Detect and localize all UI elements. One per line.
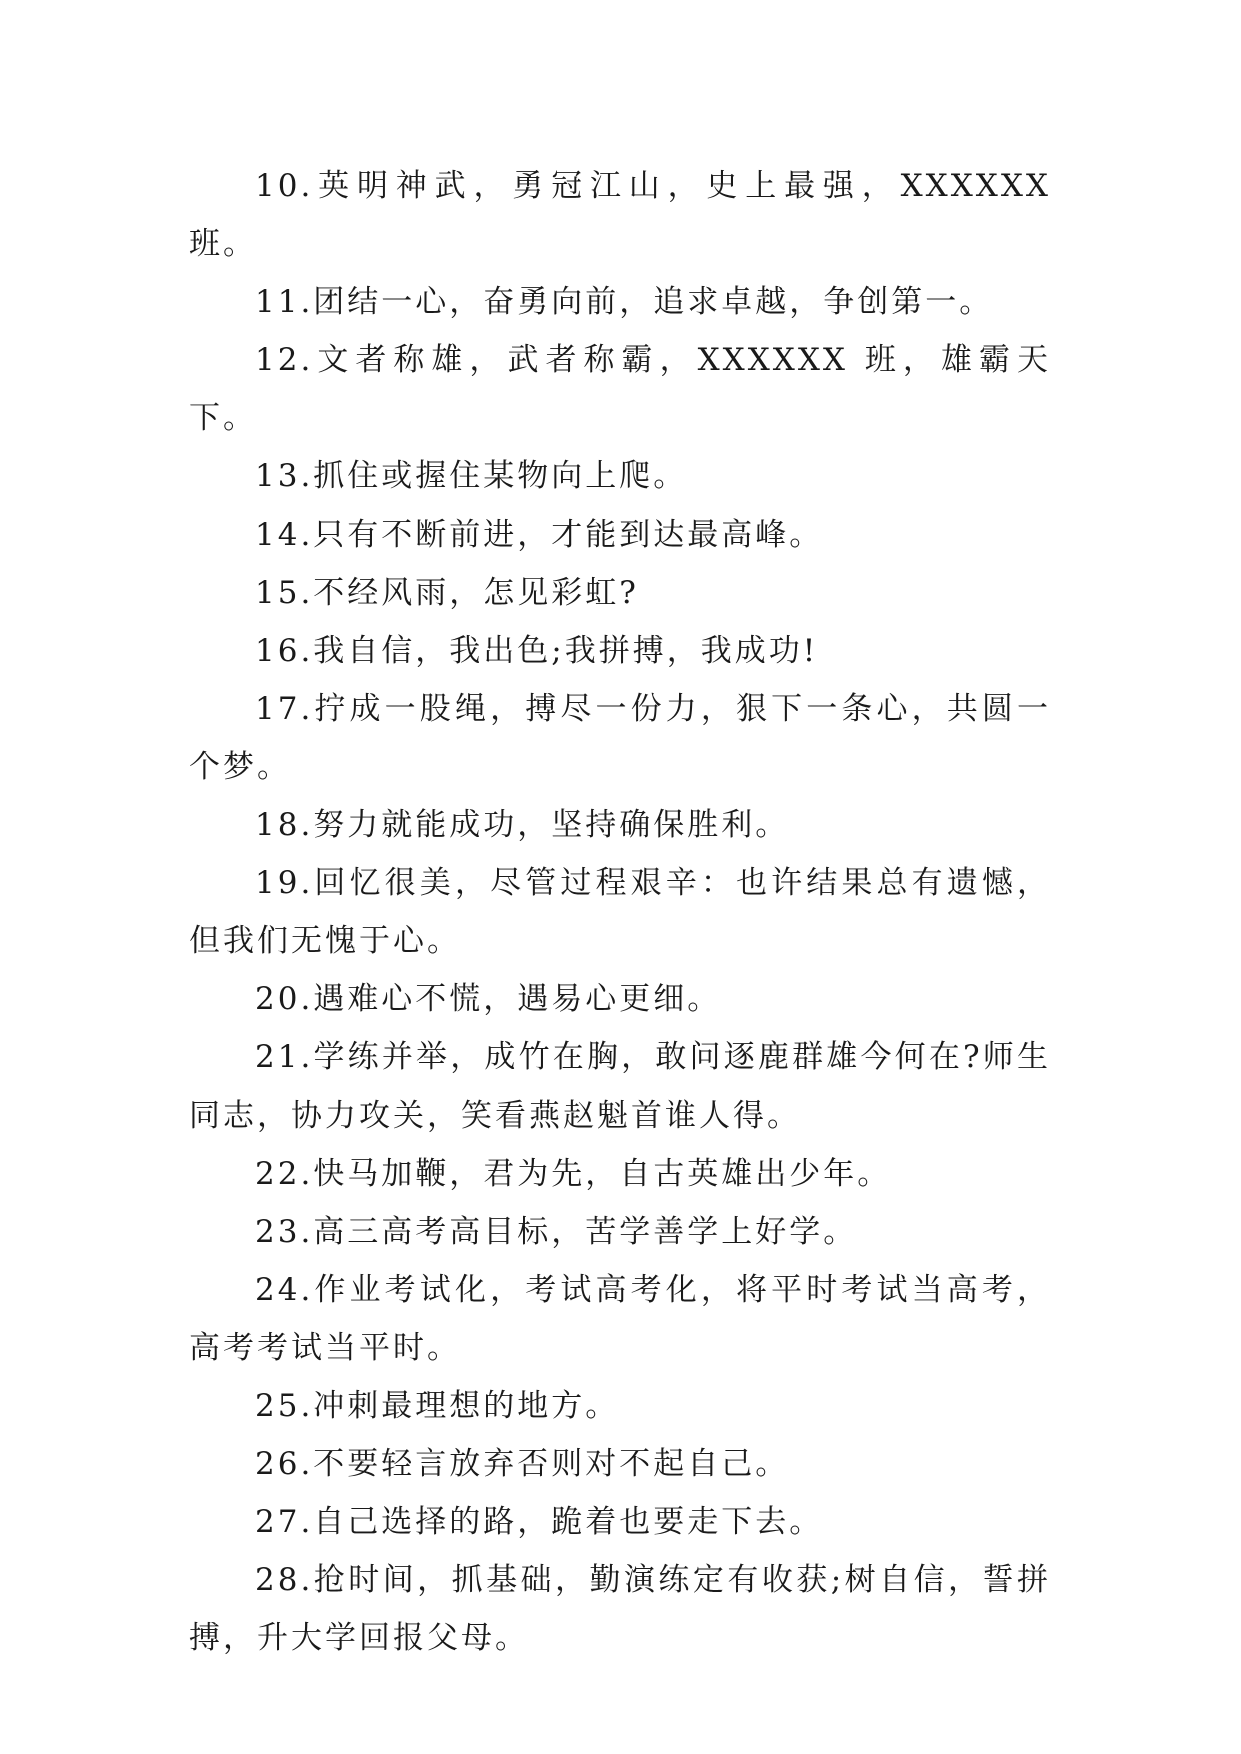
document-body [189, 157, 1051, 1667]
paragraph: 13.抓住或握住某物向上爬。 [255, 458, 688, 495]
paragraph: 28.抢时间，抓基础，勤演练定有收获;树自信，誓拼搏，升大学回报父母。 [189, 1562, 1051, 1657]
paragraph: 16.我自信，我出色;我拼搏，我成功! [255, 632, 819, 669]
paragraph: 26.不要轻言放弃否则对不起自己。 [255, 1446, 790, 1483]
paragraph: 27.自己选择的路，跪着也要走下去。 [255, 1504, 824, 1541]
paragraph: 15.不经风雨，怎见彩虹? [255, 574, 639, 611]
paragraph: 10.英明神武，勇冠江山，史上最强，XXXXXX 班。 [189, 168, 1051, 263]
paragraph: 18.努力就能成功，坚持确保胜利。 [255, 807, 790, 844]
paragraph: 20.遇难心不慌，遇易心更细。 [255, 981, 722, 1018]
paragraph: 24.作业考试化，考试高考化，将平时考试当高考，高考考试当平时。 [189, 1271, 1051, 1366]
paragraph: 12.文者称雄，武者称霸，XXXXXX 班，雄霸天下。 [189, 342, 1051, 437]
paragraph: 25.冲刺最理想的地方。 [255, 1387, 620, 1424]
paragraph: 19.回忆很美，尽管过程艰辛：也许结果总有遗憾，但我们无愧于心。 [189, 865, 1051, 960]
paragraph: 14.只有不断前进，才能到达最高峰。 [255, 516, 824, 553]
paragraph: 17.拧成一股绳，搏尽一份力，狠下一条心，共圆一个梦。 [189, 690, 1051, 785]
paragraph: 22.快马加鞭，君为先，自古英雄出少年。 [255, 1155, 892, 1192]
paragraph: 11.团结一心，奋勇向前，追求卓越，争创第一。 [255, 284, 994, 321]
paragraph: 23.高三高考高目标，苦学善学上好学。 [255, 1213, 858, 1250]
paragraph: 21.学练并举，成竹在胸，敢问逐鹿群雄今何在?师生同志，协力攻关，笑看燕赵魁首谁人得。 [189, 1039, 1051, 1134]
